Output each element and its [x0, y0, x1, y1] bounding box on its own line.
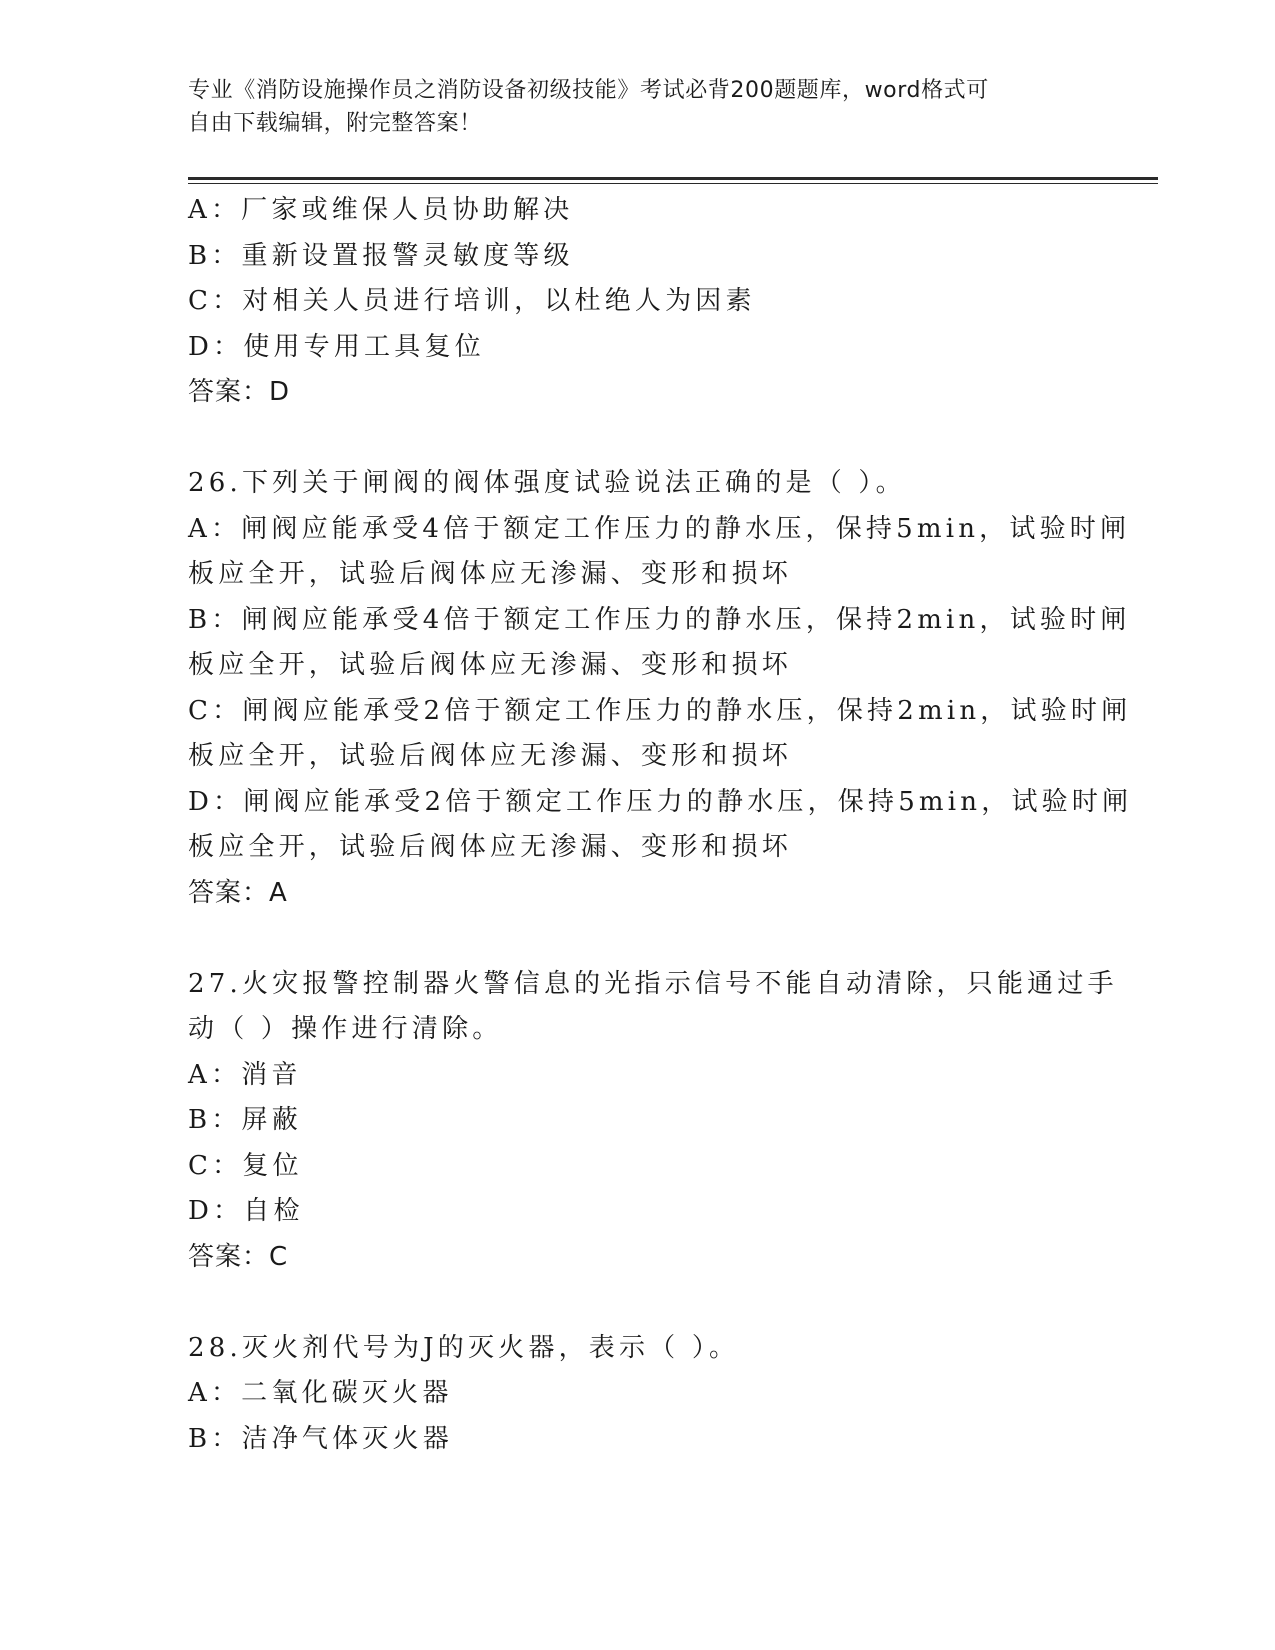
- option-c: C：复位: [188, 1150, 303, 1181]
- option-b: B：闸阀应能承受4倍于额定工作压力的静水压，保持2min，试验时闸: [188, 604, 1131, 635]
- question-stem: 28.灭火剂代号为J的灭火器，表示（ ）。: [188, 1332, 740, 1363]
- header-line-2: 自由下载编辑，附完整答案！: [188, 111, 482, 136]
- question-list: [188, 188, 1133, 1462]
- document-header: [188, 74, 1088, 140]
- answer-line: 答案：A: [188, 877, 288, 908]
- option-a: A：二氧化碳灭火器: [188, 1378, 453, 1408]
- question-spacer: [188, 416, 1088, 462]
- question-27: [188, 962, 1118, 1281]
- option-c: C：闸阀应能承受2倍于额定工作压力的静水压，保持2min，试验时闸: [188, 695, 1132, 726]
- option-b: B：重新设置报警灵敏度等级: [188, 240, 574, 271]
- question-25: [188, 188, 1088, 416]
- option-a-cont: 板应全开，试验后阀体应无渗漏、变形和损坏: [188, 559, 793, 589]
- option-b: B：屏蔽: [188, 1105, 302, 1135]
- header-divider-thin: [188, 183, 1158, 184]
- question-28: [188, 1326, 1088, 1463]
- option-a: A：消音: [188, 1059, 302, 1090]
- question-stem: 26.下列关于闸阀的阀体强度试验说法正确的是（ ）。: [188, 468, 906, 498]
- option-d: D：闸阀应能承受2倍于额定工作压力的静水压，保持5min，试验时闸: [188, 786, 1133, 817]
- option-d: D：使用专用工具复位: [188, 331, 485, 362]
- option-b-cont: 板应全开，试验后阀体应无渗漏、变形和损坏: [188, 650, 793, 680]
- answer-line: 答案：C: [188, 1241, 289, 1272]
- option-c: C：对相关人员进行培训，以杜绝人为因素: [188, 286, 756, 316]
- answer-line: 答案：D: [188, 377, 291, 407]
- header-divider-thick: [188, 177, 1158, 180]
- question-26: [188, 461, 1133, 916]
- option-d-cont: 板应全开，试验后阀体应无渗漏、变形和损坏: [188, 832, 793, 862]
- option-a: A：厂家或维保人员协助解决: [188, 195, 574, 225]
- question-spacer: [188, 1280, 1088, 1326]
- question-stem: 27.火灾报警控制器火警信息的光指示信号不能自动清除，只能通过手: [188, 968, 1118, 999]
- option-b: B：洁净气体灭火器: [188, 1423, 453, 1454]
- option-d: D：自检: [188, 1196, 304, 1226]
- option-c-cont: 板应全开，试验后阀体应无渗漏、变形和损坏: [188, 741, 793, 771]
- question-spacer: [188, 916, 1088, 962]
- header-line-1: 专业《消防设施操作员之消防设备初级技能》考试必背200题题库，word格式可: [188, 78, 989, 103]
- question-stem-cont: 动（ ）操作进行清除。: [188, 1014, 503, 1044]
- option-a: A：闸阀应能承受4倍于额定工作压力的静水压，保持5min，试验时闸: [188, 513, 1131, 544]
